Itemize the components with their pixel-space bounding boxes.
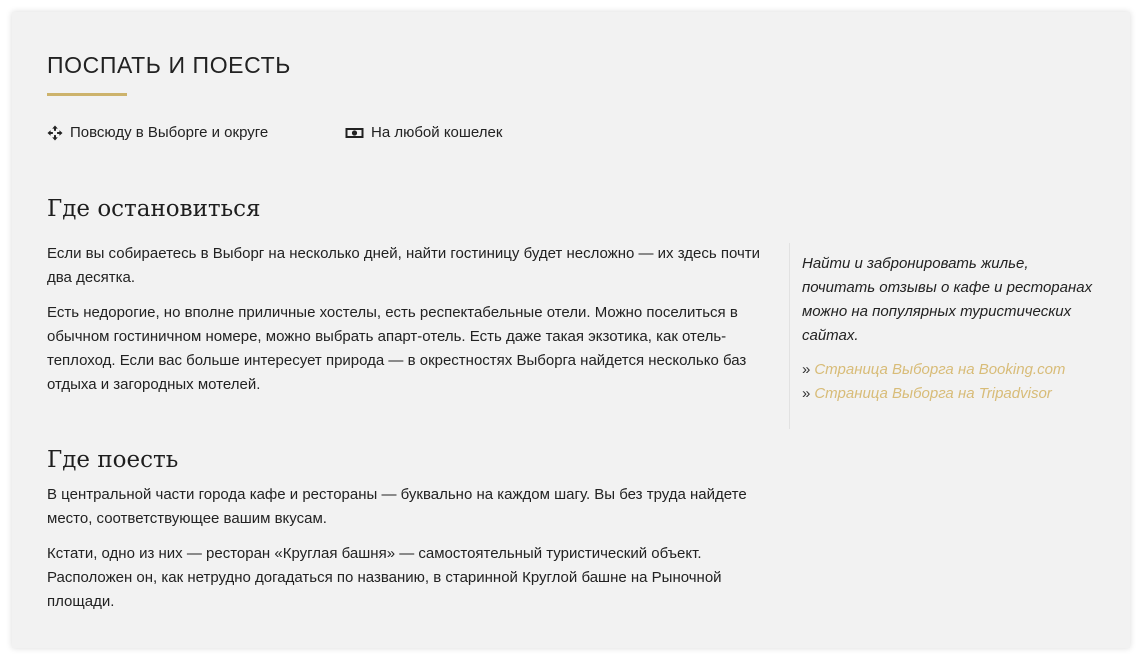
section-title: ПОСПАТЬ И ПОЕСТЬ bbox=[47, 52, 291, 78]
location-text: Повсюду в Выборге и округе bbox=[70, 124, 269, 141]
stay-heading: Где остановиться bbox=[47, 196, 261, 222]
chevron-right-icon: » bbox=[802, 385, 811, 402]
budget-meta bbox=[345, 124, 502, 141]
stay-paragraph: Есть недорогие, но вполне приличные хостелы, есть респектабельные отели. Можно поселиться в обычном гостиничном номере, можно выбрать апарт-отель. Есть даже такая экзотика, как отель-теплоход. Если вас больше интересует природа — в окрестностях Выборга найдется несколько баз отдыха и загородных мотелей. bbox=[47, 304, 747, 393]
budget-text: На любой кошелек bbox=[371, 124, 503, 141]
banknote-icon bbox=[345, 125, 364, 141]
booking-sidebar bbox=[789, 243, 1099, 429]
tripadvisor-link[interactable] bbox=[802, 382, 1099, 406]
location-meta bbox=[47, 124, 268, 141]
eat-heading: Где поесть bbox=[47, 447, 179, 473]
sidebar-links bbox=[802, 358, 1099, 406]
move-arrows-icon bbox=[47, 125, 63, 141]
booking-link[interactable] bbox=[802, 358, 1099, 382]
chevron-right-icon: » bbox=[802, 361, 811, 378]
eat-paragraph: В центральной части города кафе и рестораны — буквально на каждом шагу. Вы без труда найдете место, соответствующее вашим вкусам. bbox=[47, 486, 747, 527]
content-card bbox=[12, 12, 1130, 648]
sidebar-text: Найти и забронировать жилье, почитать отзывы о кафе и ресторанах можно на популярных туристических сайтах. bbox=[802, 255, 1093, 344]
title-underline bbox=[47, 93, 127, 96]
stay-paragraph: Если вы собираетесь в Выборг на несколько дней, найти гостиницу будет несложно — их здесь почти два десятка. bbox=[47, 245, 761, 286]
eat-paragraph: Кстати, одно из них — ресторан «Круглая башня» — самостоятельный туристический объект. Расположен он, как нетрудно догадаться по названию, в старинной Круглой башне на Рыночной площади. bbox=[47, 545, 722, 610]
booking-link-label: Страница Выборга на Booking.com bbox=[814, 361, 1066, 378]
tripadvisor-link-label: Страница Выборга на Tripadvisor bbox=[814, 385, 1052, 402]
